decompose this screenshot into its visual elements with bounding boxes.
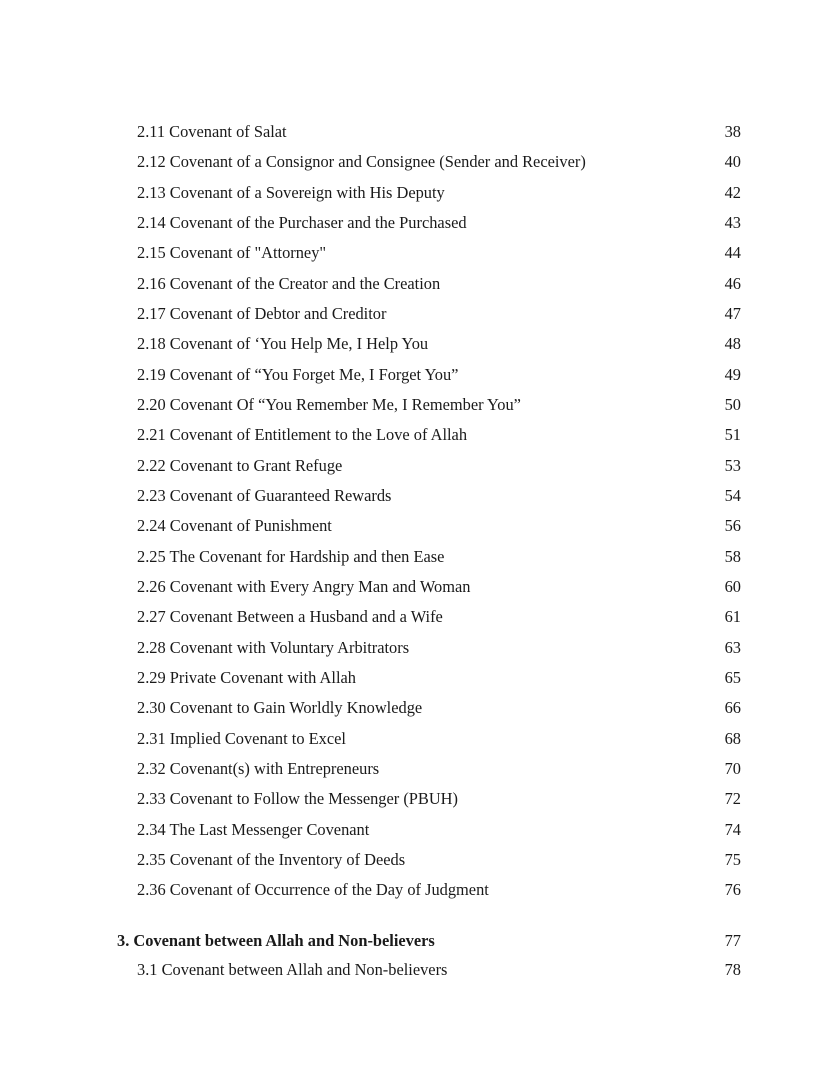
toc-entry-title: 2.12 Covenant of a Consignor and Consignee (Sender and Receiver) xyxy=(137,152,586,171)
toc-entry-title: 2.13 Covenant of a Sovereign with His Deputy xyxy=(137,183,445,202)
toc-entry-title: 2.11 Covenant of Salat xyxy=(137,122,287,141)
toc-entry-title: 2.29 Private Covenant with Allah xyxy=(137,668,356,687)
toc-entry-title: 2.23 Covenant of Guaranteed Rewards xyxy=(137,486,392,505)
toc-entry-page: 58 xyxy=(724,547,741,566)
toc-entry xyxy=(137,727,741,751)
toc-entry xyxy=(137,241,741,265)
toc-entry-page: 75 xyxy=(724,850,741,869)
toc-entry-title: 2.32 Covenant(s) with Entrepreneurs xyxy=(137,759,380,778)
toc-entry-page: 48 xyxy=(724,334,741,353)
toc-entry-page: 56 xyxy=(724,516,741,535)
toc-entry-page: 44 xyxy=(724,243,741,262)
toc-entry-title: 3.1 Covenant between Allah and Non-believers xyxy=(137,960,448,979)
toc-entry-title: 2.34 The Last Messenger Covenant xyxy=(137,820,370,839)
toc-entry xyxy=(137,545,741,569)
toc-entry-page: 63 xyxy=(724,638,741,657)
toc-entry-page: 47 xyxy=(724,304,741,323)
toc-entry-page: 76 xyxy=(724,880,741,899)
toc-entry-title: 2.20 Covenant Of “You Remember Me, I Remember You” xyxy=(137,395,521,414)
toc-entry-page: 50 xyxy=(724,395,741,414)
toc-entry xyxy=(137,958,741,982)
toc-entry-title: 2.31 Implied Covenant to Excel xyxy=(137,729,346,748)
toc-entry xyxy=(137,302,741,326)
toc-entry xyxy=(137,393,741,417)
toc-entry-title: 2.22 Covenant to Grant Refuge xyxy=(137,456,343,475)
toc-entry xyxy=(137,211,741,235)
toc-entry-title: 2.36 Covenant of Occurrence of the Day of Judgment xyxy=(137,880,489,899)
toc-entry-page: 51 xyxy=(724,425,741,444)
toc-entry-page: 46 xyxy=(724,274,741,293)
toc-entry xyxy=(137,181,741,205)
toc-entry xyxy=(137,605,741,629)
toc-entry-page: 60 xyxy=(724,577,741,596)
toc-entry-page: 74 xyxy=(724,820,741,839)
toc-entry-title: 2.24 Covenant of Punishment xyxy=(137,516,332,535)
toc-entry-title: 2.16 Covenant of the Creator and the Creation xyxy=(137,274,441,293)
toc-entry-title: 2.27 Covenant Between a Husband and a Wife xyxy=(137,607,443,626)
toc-chapter-page: 77 xyxy=(724,931,741,950)
toc-entry xyxy=(137,150,741,174)
toc-entry-page: 78 xyxy=(724,960,741,979)
toc-entry-page: 53 xyxy=(724,456,741,475)
toc-entry xyxy=(137,575,741,599)
toc-entry-title: 2.25 The Covenant for Hardship and then Ease xyxy=(137,547,445,566)
toc-entry-title: 2.26 Covenant with Every Angry Man and Woman xyxy=(137,577,471,596)
toc-entry-title: 2.15 Covenant of "Attorney" xyxy=(137,243,327,262)
toc-entry xyxy=(137,332,741,356)
toc-entry-title: 2.19 Covenant of “You Forget Me, I Forget You” xyxy=(137,365,459,384)
toc-entry xyxy=(137,636,741,660)
toc-entry-page: 70 xyxy=(724,759,741,778)
toc-entry xyxy=(137,120,741,144)
toc-entry xyxy=(137,454,741,478)
toc-entry xyxy=(137,272,741,296)
toc-entry xyxy=(137,514,741,538)
toc-entry-page: 49 xyxy=(724,365,741,384)
toc-entry xyxy=(137,423,741,447)
toc-entry-title: 2.28 Covenant with Voluntary Arbitrators xyxy=(137,638,410,657)
toc-entry-page: 72 xyxy=(724,789,741,808)
toc-entry xyxy=(137,757,741,781)
toc-entry-title: 2.17 Covenant of Debtor and Creditor xyxy=(137,304,387,323)
toc-entry-page: 68 xyxy=(724,729,741,748)
toc-entry xyxy=(137,666,741,690)
toc-entry-title: 2.35 Covenant of the Inventory of Deeds xyxy=(137,850,406,869)
toc-entry-title: 2.21 Covenant of Entitlement to the Love of Allah xyxy=(137,425,468,444)
toc-entry-title: 2.18 Covenant of ‘You Help Me, I Help You xyxy=(137,334,429,353)
toc-entry-title: 2.30 Covenant to Gain Worldly Knowledge xyxy=(137,698,423,717)
toc-entry xyxy=(137,818,741,842)
toc-entry-page: 65 xyxy=(724,668,741,687)
toc-entry xyxy=(137,696,741,720)
toc-entry xyxy=(137,363,741,387)
toc-chapter-title: 3. Covenant between Allah and Non-believers xyxy=(117,931,435,950)
toc-entry xyxy=(137,787,741,811)
toc-entry xyxy=(137,878,741,902)
toc-entry xyxy=(137,848,741,872)
toc-entry-title: 2.14 Covenant of the Purchaser and the Purchased xyxy=(137,213,467,232)
toc-entry-page: 38 xyxy=(724,122,741,141)
toc-entry-page: 40 xyxy=(724,152,741,171)
toc-chapter-heading xyxy=(117,929,741,953)
toc-entry-title: 2.33 Covenant to Follow the Messenger (PBUH) xyxy=(137,789,458,808)
toc-entry xyxy=(137,484,741,508)
toc-entry-page: 54 xyxy=(724,486,741,505)
toc-entry-page: 61 xyxy=(724,607,741,626)
toc-entry-page: 43 xyxy=(724,213,741,232)
toc-entry-page: 42 xyxy=(724,183,741,202)
toc-entry-page: 66 xyxy=(724,698,741,717)
